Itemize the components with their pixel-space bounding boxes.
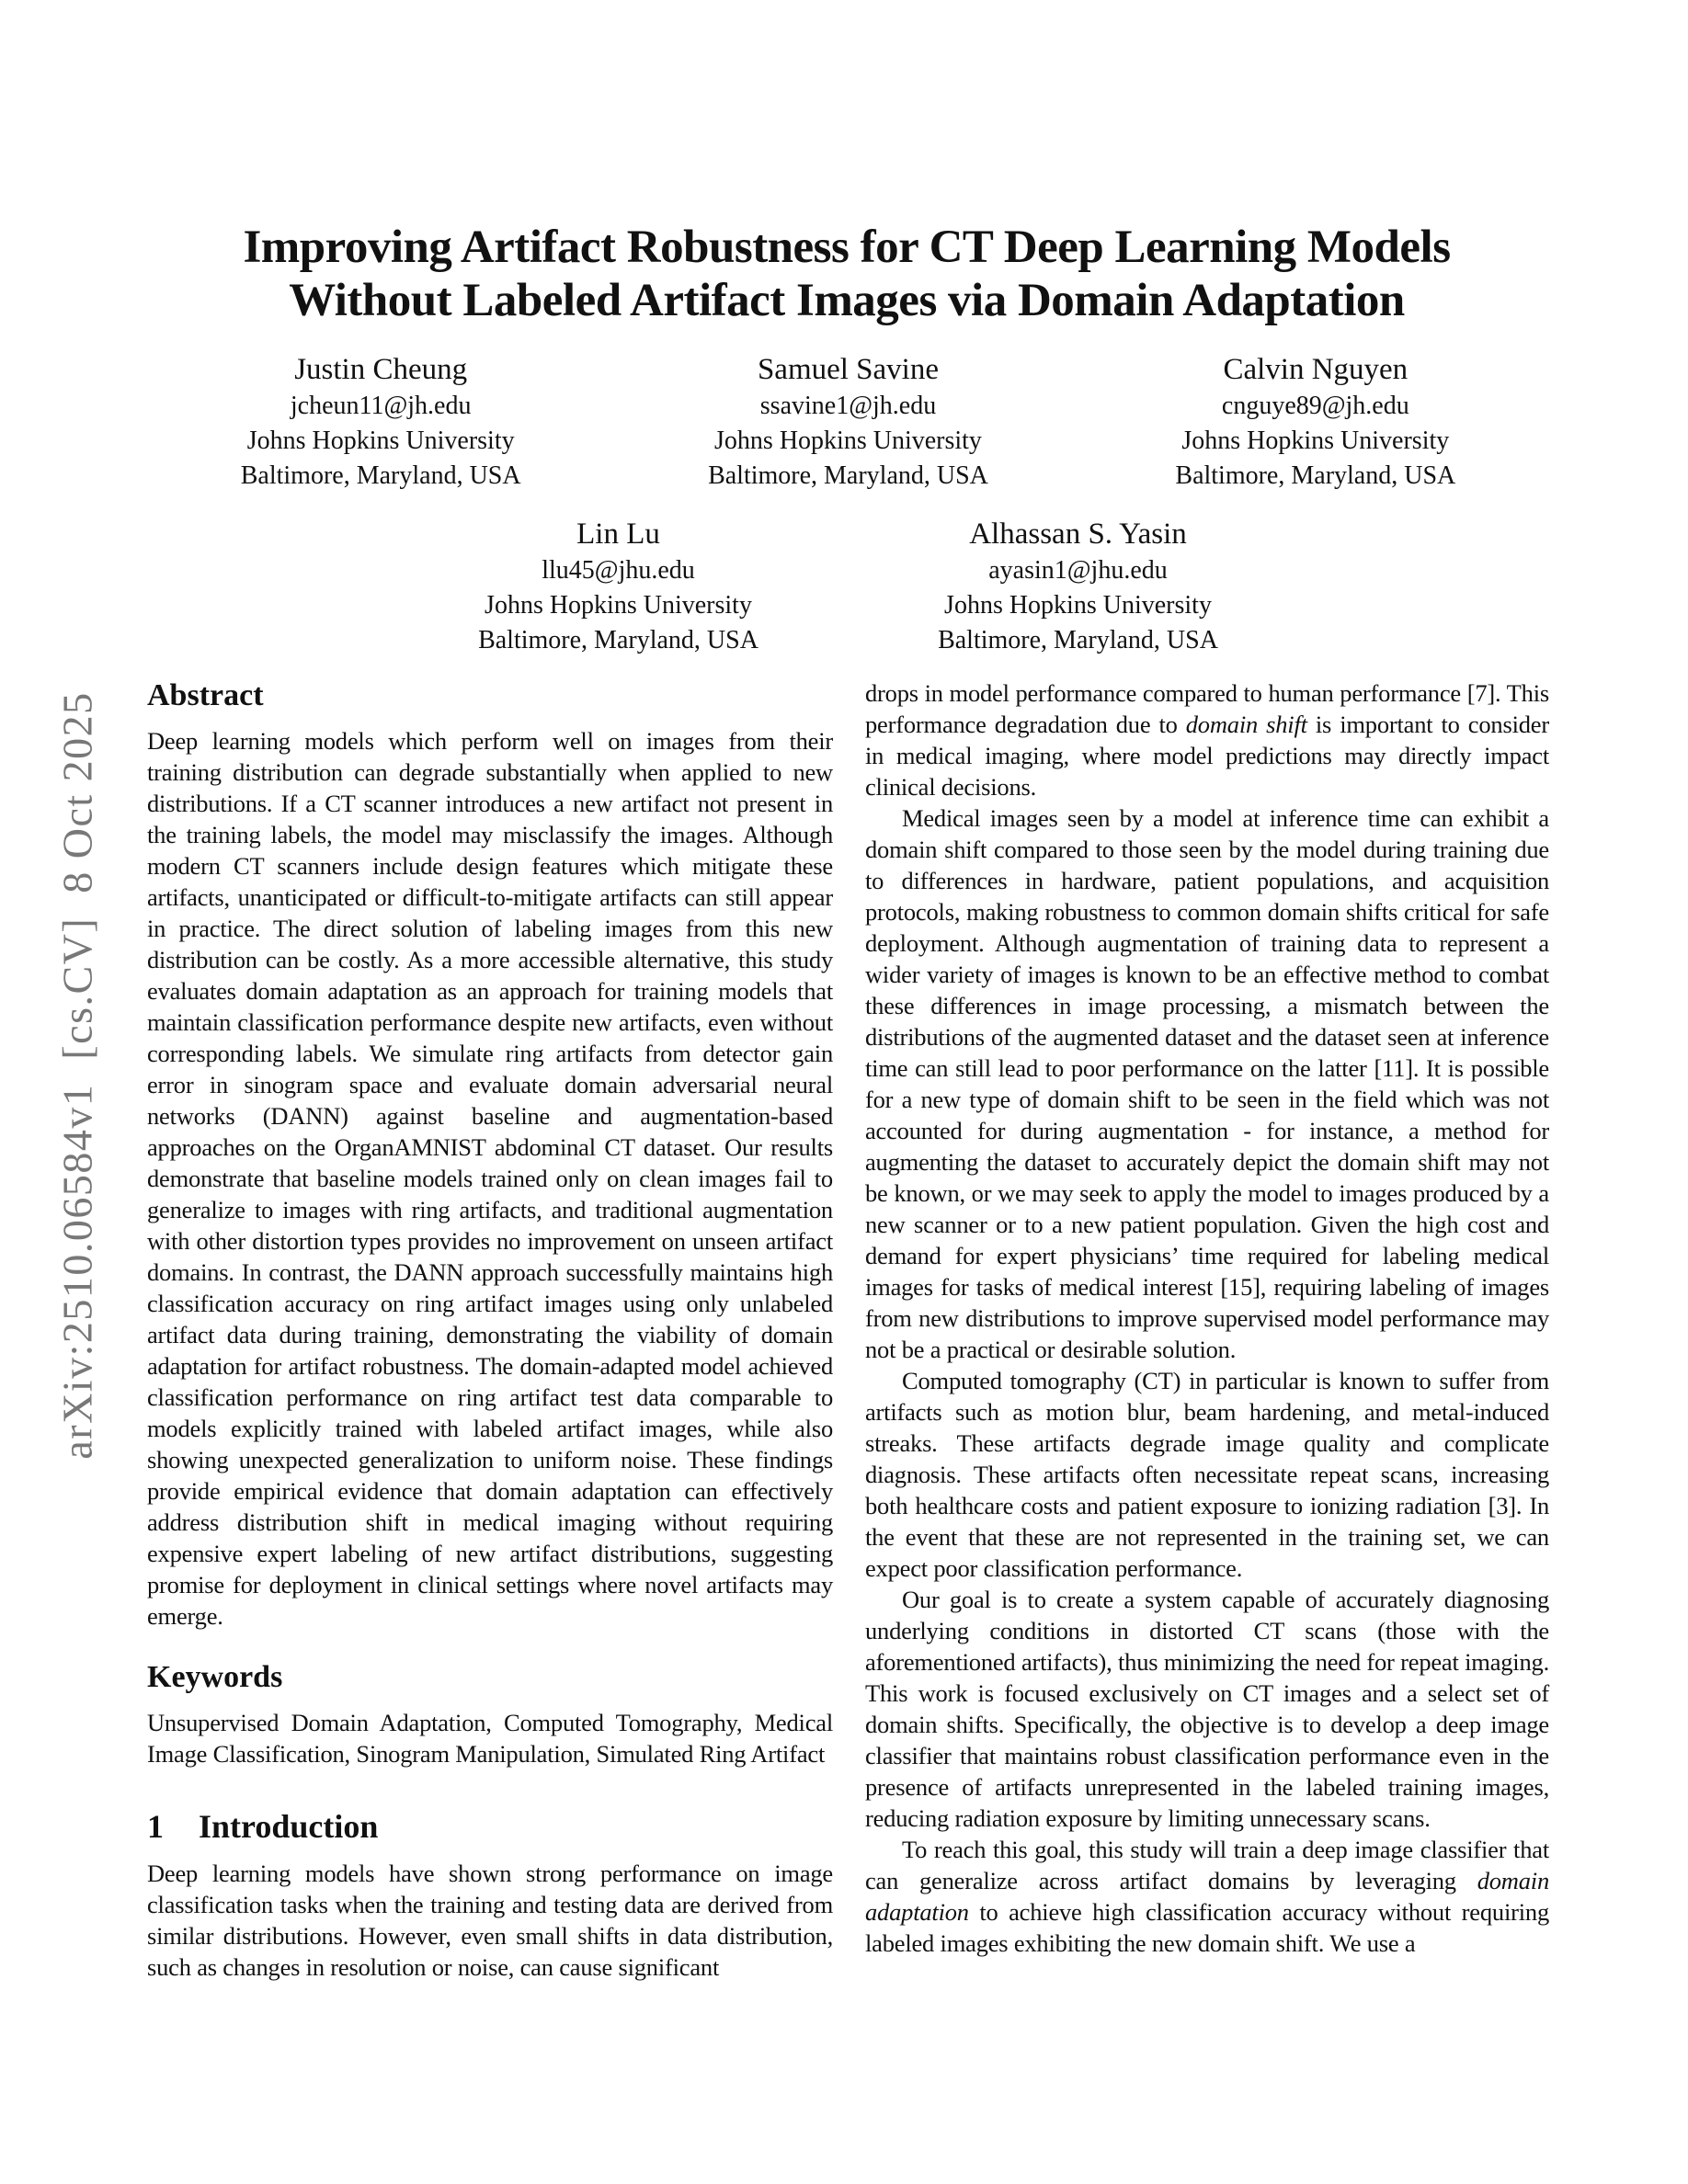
author-email: ayasin1@jhu.edu <box>988 556 1168 585</box>
section-heading-keywords: Keywords <box>147 1660 283 1694</box>
author-location: Baltimore, Maryland, USA <box>1175 461 1456 490</box>
arxiv-watermark: arXiv:2510.06584v1 [cs.CV] 8 Oct 2025 <box>53 691 101 1460</box>
introduction-left-text: Deep learning models have shown strong performance on image classification tasks when the training and testing data are derived from similar distributions. However, even small shifts in data distribution, such as changes in resolution or noise, can cause significant <box>147 1860 833 1981</box>
emphasis-text: domain shift <box>1185 711 1307 738</box>
paragraph <box>865 1584 1549 1834</box>
emphasis-text: domain adaptation <box>865 1867 1549 1926</box>
author-location: Baltimore, Maryland, USA <box>708 461 988 490</box>
text-segment: is important to consider in medical imaging, where model predictions may directly impact clinical decisions. <box>865 711 1549 801</box>
author-affiliation: Johns Hopkins University <box>246 427 515 455</box>
author-card <box>389 515 849 658</box>
paragraph <box>865 1365 1549 1584</box>
text-segment: to achieve high classification accuracy without requiring labeled images exhibiting the new domain shift. We use a <box>865 1898 1549 1957</box>
right-column <box>865 677 1549 1959</box>
author-card <box>147 350 614 494</box>
author-name: Lin Lu <box>576 518 660 551</box>
paragraph <box>865 802 1549 1365</box>
paragraph <box>865 1834 1549 1959</box>
author-name: Alhassan S. Yasin <box>969 518 1187 551</box>
section-number: 1 <box>147 1808 164 1845</box>
text-segment: To reach this goal, this study will train a deep image classifier that can generalize across artifact domains by leveraging <box>865 1836 1549 1894</box>
text-segment: Medical images seen by a model at inference time can exhibit a domain shift compared to those seen by the model during training due to differences in hardware, patient populations, and acquisition protocols, making robustness to common domain shifts critical for safe deployment. Although augmentation of training data to represent a wider variety of images is known to be an effective method to combat these differences in image processing, a mismatch between the distributions of the augmented dataset and the dataset seen at inference time can still lead to poor performance on the latter [11]. It is possible for a new type of domain shift to be seen in the field which was not accounted for during augmentation - for instance, a method for augmenting the dataset to accurately depict the domain shift may not be known, or we may seek to apply the model to images produced by a new scanner or to a new patient population. Given the high cost and demand for expert physicians’ time required for labeling medical images for tasks of medical interest [15], requiring labeling of images from new distributions to improve supervised model performance may not be a practical or desirable solution. <box>865 804 1549 1363</box>
author-affiliation: Johns Hopkins University <box>1181 427 1450 455</box>
section-heading-abstract: Abstract <box>147 678 264 712</box>
author-email: ssavine1@jh.edu <box>759 392 937 420</box>
author-email: llu45@jhu.edu <box>542 556 695 585</box>
paper-title <box>143 221 1550 327</box>
author-affiliation: Johns Hopkins University <box>944 591 1212 620</box>
authors-row-1 <box>147 350 1549 494</box>
author-name: Samuel Savine <box>757 353 940 386</box>
author-email: jcheun11@jh.edu <box>290 392 472 420</box>
text-segment: drops in model performance compared to human performance [7]. This performance degradation due to <box>865 679 1549 738</box>
section-title: Introduction <box>199 1808 379 1845</box>
author-location: Baltimore, Maryland, USA <box>938 626 1218 654</box>
text-segment: Our goal is to create a system capable of accurately diagnosing underlying conditions in distorted CT scans (those with the aforementioned artifacts), thus minimizing the need for repeat imaging. This work is focused exclusively on CT images and a select set of domain shifts. Specifically, the objective is to develop a deep image classifier that maintains robust classification performance even in the presence of artifacts unrepresented in the labeled training images, reducing radiation exposure by limiting unnecessary scans. <box>865 1586 1549 1832</box>
paper-title-line2: Without Labeled Artifact Images via Domain Adaptation <box>289 275 1405 326</box>
text-segment: Computed tomography (CT) in particular is known to suffer from artifacts such as motion blur, beam hardening, and metal-induced streaks. These artifacts degrade image quality and complicate diagnosis. These artifacts often necessitate repeat scans, increasing both healthcare costs and patient exposure to ionizing radiation [3]. In the event that these are not represented in the training set, we can expect poor classification performance. <box>865 1367 1549 1582</box>
author-affiliation: Johns Hopkins University <box>714 427 982 455</box>
author-name: Calvin Nguyen <box>1223 353 1409 386</box>
author-email: cnguye89@jh.edu <box>1221 392 1409 420</box>
paragraph <box>865 677 1549 802</box>
section-heading-introduction <box>147 1808 833 1845</box>
authors-row-2 <box>147 515 1549 658</box>
abstract-text: Deep learning models which perform well on images from their training distribution can degrade substantially when applied to new distributions. If a CT scanner introduces a new artifact not present in the training labels, the model may misclassify the images. Although modern CT scanners include design features which mitigate these artifacts, unanticipated or difficult-to-mitigate artifacts can still appear in practice. The direct solution of labeling images from this new distribution can be costly. As a more accessible alternative, this study evaluates domain adaptation as an approach for training models that maintain classification performance despite new artifacts, even without corresponding labels. We simulate ring artifacts from detector gain error in sinogram space and evaluate domain adversarial neural networks (DANN) against baseline and augmentation-based approaches on the OrganAMNIST abdominal CT dataset. Our results demonstrate that baseline models trained only on clean images fail to generalize to images with ring artifacts, and traditional augmentation with other distortion types provides no improvement on unseen artifact domains. In contrast, the DANN approach successfully maintains high classification accuracy on ring artifact images using only unlabeled artifact data during training, demonstrating the viability of domain adaptation for artifact robustness. The domain-adapted model achieved classification performance on ring artifact test data comparable to models explicitly trained with labeled artifact images, while also showing unexpected generalization to uniform noise. These findings provide empirical evidence that domain adaptation can effectively address distribution shift in medical imaging without requiring expensive expert labeling of new artifact distributions, suggesting promise for deployment in clinical settings where novel artifacts may emerge. <box>147 727 833 1630</box>
left-column <box>147 677 833 1983</box>
author-location: Baltimore, Maryland, USA <box>240 461 521 490</box>
author-location: Baltimore, Maryland, USA <box>478 626 758 654</box>
author-card <box>614 350 1081 494</box>
keywords-text: Unsupervised Domain Adaptation, Computed Tomography, Medical Image Classification, Sinogram Manipulation, Simulated Ring Artifact <box>147 1709 833 1768</box>
author-card <box>1082 350 1549 494</box>
author-name: Justin Cheung <box>294 353 468 386</box>
author-affiliation: Johns Hopkins University <box>485 591 752 620</box>
author-card <box>849 515 1308 658</box>
paper-title-line1: Improving Artifact Robustness for CT Deep Learning Models <box>243 222 1451 273</box>
